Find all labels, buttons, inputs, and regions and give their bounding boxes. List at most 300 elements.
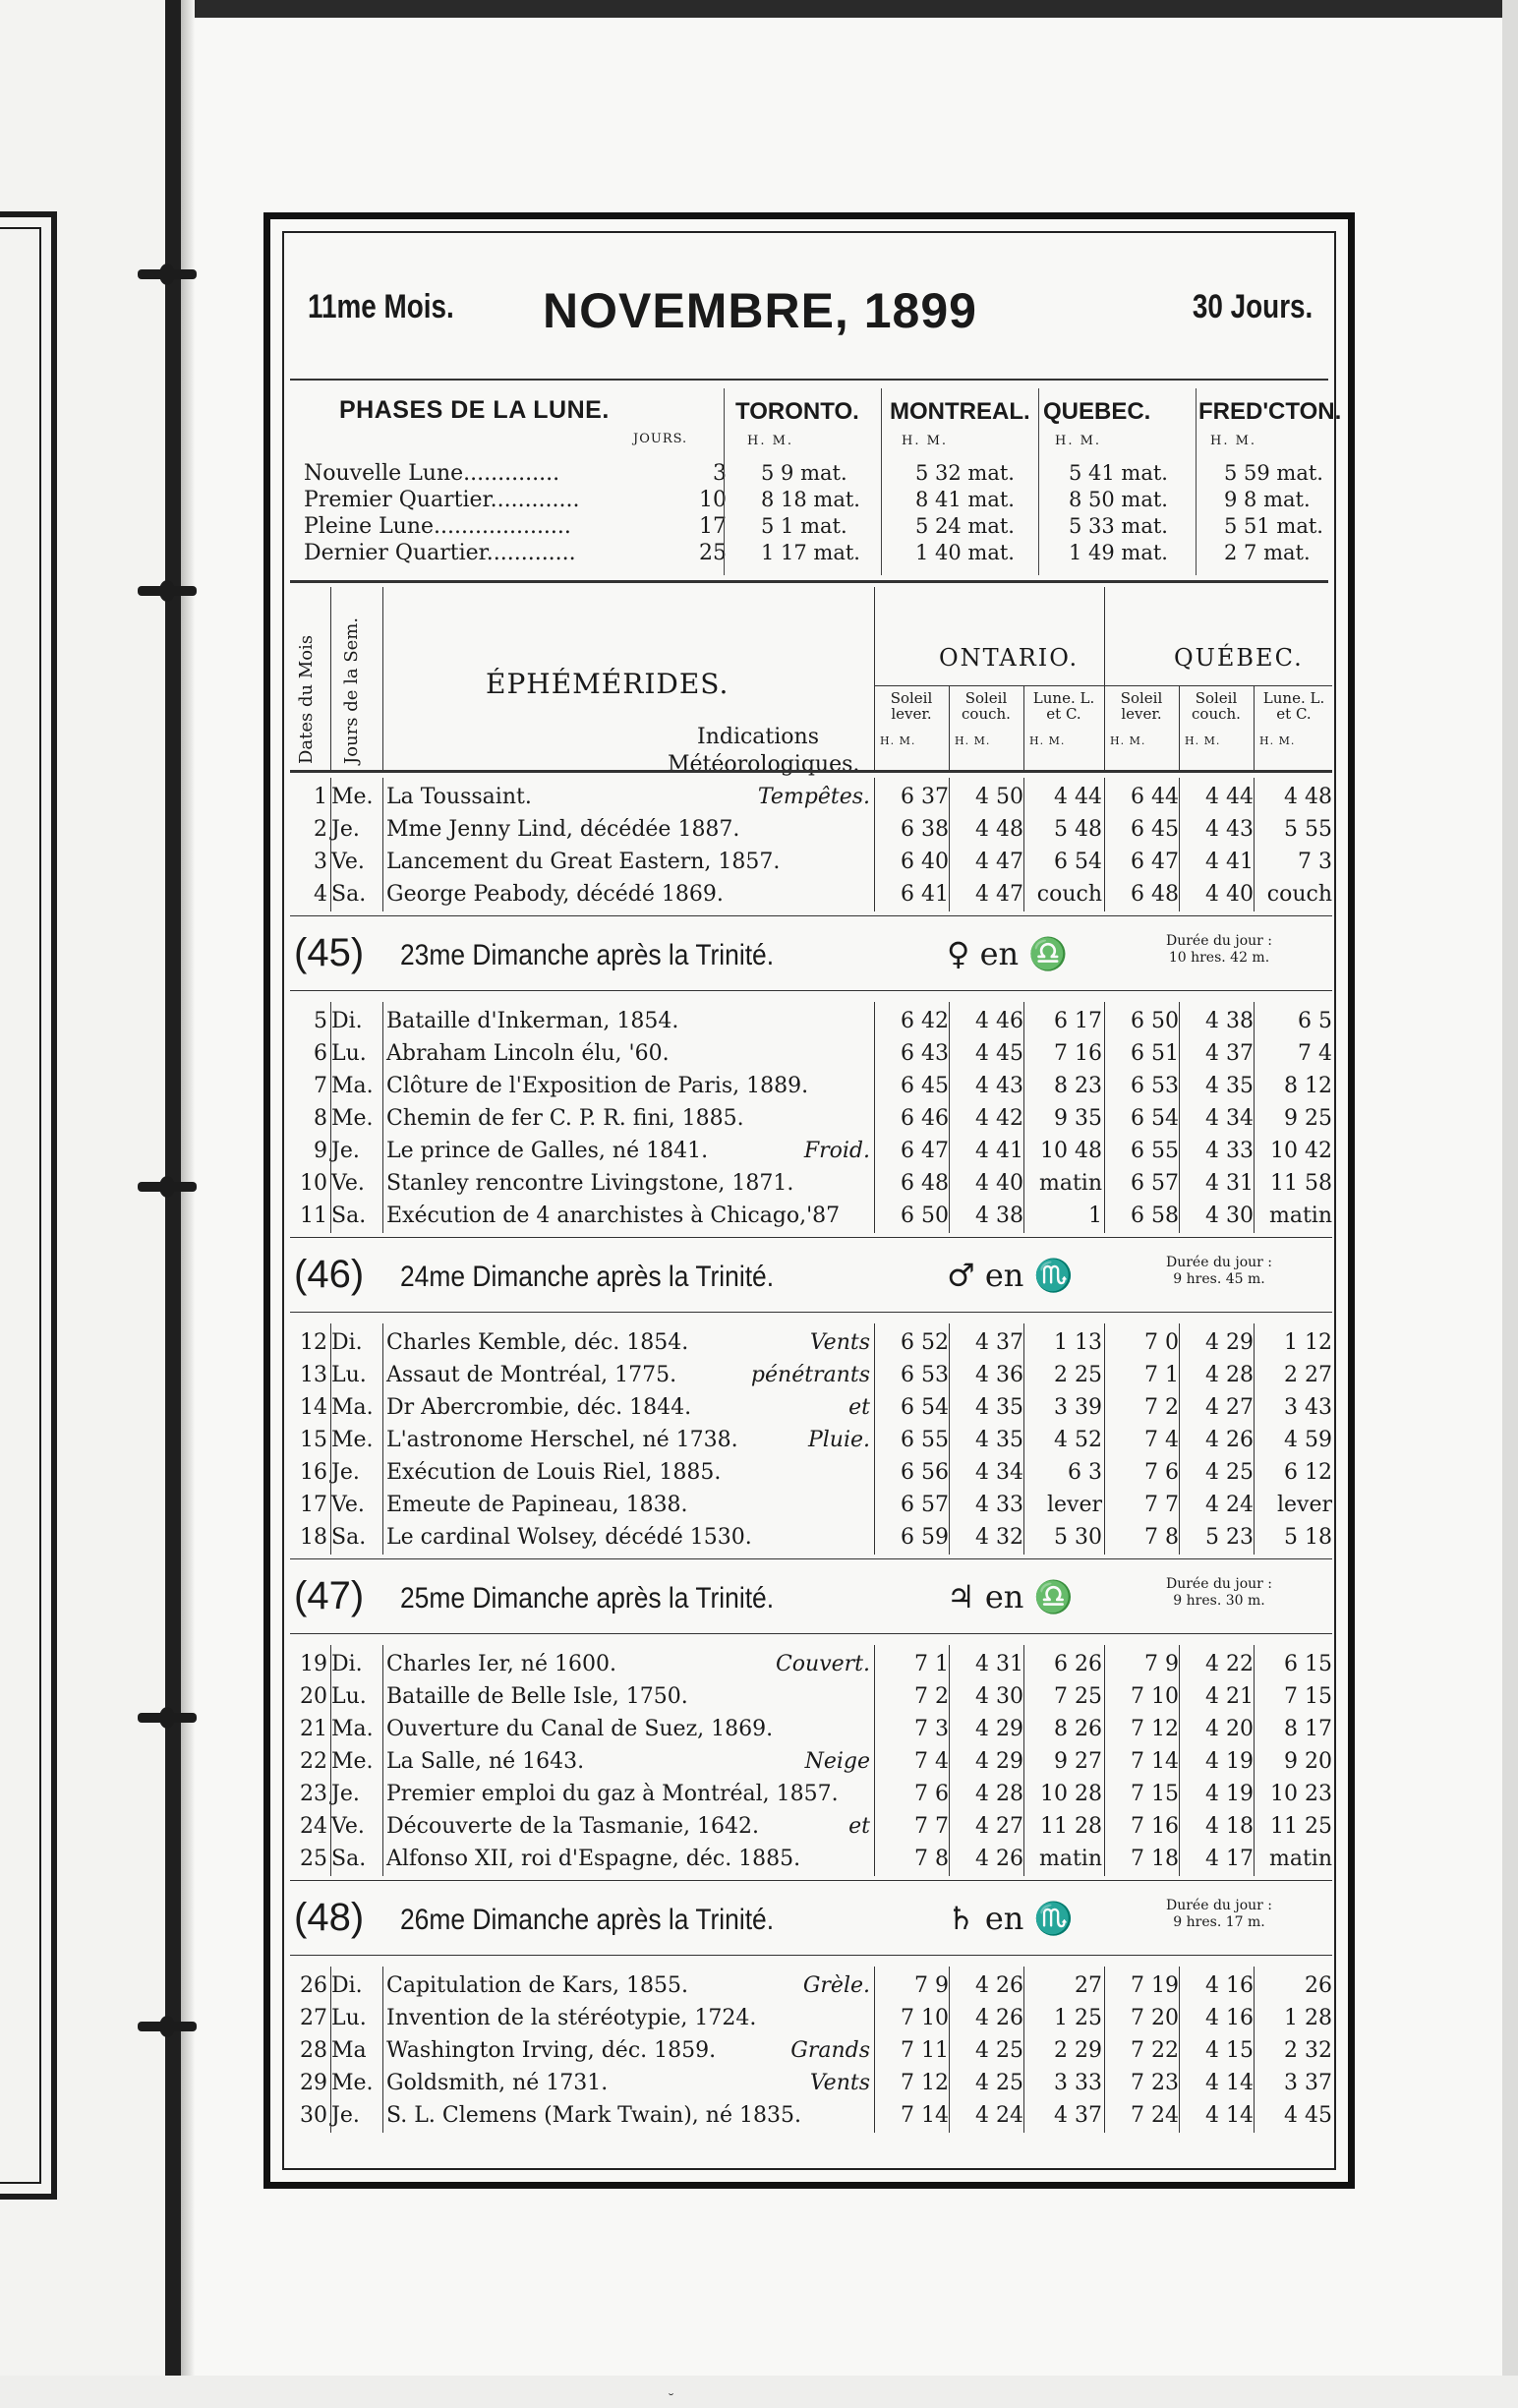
time-value: matin (1268, 1847, 1332, 1871)
table-row (284, 1038, 1334, 1070)
sub-hm: H. M. (1185, 734, 1221, 747)
quebec-heading: QUÉBEC. (1174, 644, 1304, 672)
time-value: 7 4 (1298, 1041, 1332, 1066)
day-of-week: Ma (331, 2038, 367, 2063)
time-value: 4 34 (975, 1460, 1023, 1485)
planet-position: ♃ en ♎ (947, 1578, 1074, 1615)
table-row (284, 1844, 1334, 1875)
col-divider (1023, 778, 1024, 911)
col-divider (949, 1002, 950, 1233)
sub-divider (1023, 685, 1024, 770)
col-divider (1254, 1967, 1255, 2133)
col-divider (874, 1002, 875, 1233)
time-value: 4 43 (975, 1074, 1023, 1098)
time-value: 4 29 (975, 1749, 1023, 1774)
col-jours-label: Jours de la Sem. (341, 617, 362, 764)
time-value: 4 37 (975, 1330, 1023, 1355)
time-value: 4 35 (975, 1395, 1023, 1420)
phase-name: Dernier Quartier............. (304, 541, 576, 565)
time-value: 27 (1075, 1973, 1102, 1998)
time-value: 1 12 (1284, 1330, 1332, 1355)
table-row (284, 1201, 1334, 1232)
day-of-week: Me. (331, 2071, 374, 2095)
time-value: 6 53 (901, 1363, 949, 1387)
phase-time: 5 1 mat. (761, 514, 847, 538)
table-row (284, 1327, 1334, 1359)
col-divider (1104, 1323, 1105, 1555)
day-length-value: 9 hres. 30 m. (1173, 1593, 1265, 1609)
time-value: matin (1268, 1204, 1332, 1228)
binding-stitch (138, 269, 197, 279)
day-of-month: 20 (300, 1684, 327, 1709)
week-number: (45) (294, 931, 365, 974)
ephemeris-text: Alfonso XII, roi d'Espagne, déc. 1885. (386, 1847, 801, 1871)
month-header (284, 233, 1334, 379)
time-value: 6 12 (1284, 1460, 1332, 1485)
weather-indication: Neige (804, 1749, 870, 1774)
phase-time: 5 51 mat. (1224, 514, 1323, 538)
time-value: 6 41 (901, 882, 949, 907)
time-value: 6 59 (901, 1525, 949, 1550)
table-row (284, 1006, 1334, 1037)
day-of-month: 23 (300, 1782, 327, 1806)
col-divider (874, 1967, 875, 2133)
day-of-week: Lu. (331, 1363, 367, 1387)
ephemeris-text: Washington Irving, déc. 1859. (386, 2038, 717, 2063)
time-value: 11 25 (1270, 1814, 1332, 1839)
day-of-week: Ma. (331, 1717, 374, 1741)
phases-divider (1038, 388, 1039, 575)
time-value: 8 12 (1284, 1074, 1332, 1098)
sub-divider (1179, 685, 1180, 770)
table-row (284, 2068, 1334, 2099)
phase-day: 3 (713, 461, 727, 486)
day-length-label: Durée du jour : (1165, 933, 1273, 949)
ephemeris-text: Bataille d'Inkerman, 1854. (386, 1009, 679, 1033)
phase-day: 25 (699, 541, 727, 565)
city-heading: TORONTO. (735, 398, 859, 425)
time-value: 4 37 (1054, 2103, 1102, 2128)
time-value: 7 12 (901, 2071, 949, 2095)
day-of-month: 3 (314, 850, 327, 874)
ontario-heading: ONTARIO. (939, 644, 1080, 672)
time-value: 6 45 (901, 1074, 949, 1098)
col-divider (1104, 1967, 1105, 2133)
phases-divider (881, 388, 882, 575)
hm-label: H. M. (902, 434, 949, 448)
col-divider (949, 1967, 950, 2133)
time-value: 4 19 (1205, 1782, 1254, 1806)
week-rule (290, 1633, 1332, 1634)
day-of-month: 11 (300, 1204, 327, 1228)
day-of-month: 7 (314, 1074, 327, 1098)
phase-time: 5 41 mat. (1069, 461, 1168, 485)
time-value: matin (1038, 1847, 1102, 1871)
day-of-week: Je. (331, 1139, 360, 1163)
time-value: 7 0 (1144, 1330, 1179, 1355)
phase-name: Pleine Lune.................... (304, 514, 571, 539)
col-divider (1179, 1323, 1180, 1555)
time-value: 6 54 (901, 1395, 949, 1420)
col-divider (949, 1323, 950, 1555)
col-divider (382, 1645, 383, 1876)
day-of-week: Ve. (331, 850, 365, 874)
binding-stitch (138, 2022, 197, 2031)
ephemeris-text: Charles Ier, né 1600. (386, 1652, 616, 1676)
table-row (284, 1071, 1334, 1102)
col-divider (874, 1323, 875, 1555)
time-value: 4 20 (1205, 1717, 1254, 1741)
table-row (284, 2035, 1334, 2067)
time-value: 1 13 (1054, 1330, 1102, 1355)
week-number: (48) (294, 1896, 365, 1939)
col-divider (1023, 1967, 1024, 2133)
time-value: 8 26 (1054, 1717, 1102, 1741)
ephemeris-text: Ouverture du Canal de Suez, 1869. (386, 1717, 774, 1741)
day-of-month: 19 (300, 1652, 327, 1676)
col-divider (1023, 1002, 1024, 1233)
time-value: 6 57 (1131, 1171, 1179, 1196)
day-of-month: 5 (314, 1009, 327, 1033)
time-value: 8 23 (1054, 1074, 1102, 1098)
weather-indication: Vents (809, 2071, 870, 2095)
phase-day: 17 (699, 514, 727, 539)
col-divider (330, 1645, 331, 1876)
time-value: 4 44 (1054, 785, 1102, 809)
sub-heading: Soleil lever. (890, 689, 933, 723)
sunday-banner (284, 1880, 1334, 1957)
binding-stitch (138, 1713, 197, 1723)
hm-label: H. M. (747, 434, 794, 448)
day-of-week: Sa. (331, 1847, 367, 1871)
sunday-banner (284, 915, 1334, 992)
time-value: 10 28 (1040, 1782, 1102, 1806)
table-row (284, 2100, 1334, 2132)
time-value: 6 52 (901, 1330, 949, 1355)
phase-time: 1 49 mat. (1069, 541, 1168, 564)
col-divider (1023, 1645, 1024, 1876)
day-of-month: 21 (300, 1717, 327, 1741)
time-value: 6 37 (901, 785, 949, 809)
time-value: 26 (1305, 1973, 1332, 1998)
day-of-month: 16 (300, 1460, 327, 1485)
time-value: 6 38 (901, 817, 949, 842)
hm-label: H. M. (1055, 434, 1102, 448)
day-of-week: Ve. (331, 1493, 365, 1517)
sunday-title: 25me Dimanche après la Trinité. (400, 1582, 775, 1615)
time-value: 4 29 (1205, 1330, 1254, 1355)
sub-divider (1254, 685, 1255, 770)
time-value: 1 (1088, 1204, 1102, 1228)
col-divider (874, 778, 875, 911)
time-value: 4 37 (1205, 1041, 1254, 1066)
time-value: 7 24 (1131, 2103, 1179, 2128)
table-row (284, 1779, 1334, 1810)
time-value: 6 50 (1131, 1009, 1179, 1033)
time-value: 3 39 (1054, 1395, 1102, 1420)
day-of-week: Je. (331, 1460, 360, 1485)
col-divider (1179, 1967, 1180, 2133)
meteo-label: Météorologiques. (668, 752, 860, 777)
time-value: 6 26 (1054, 1652, 1102, 1676)
phase-name: Premier Quartier............. (304, 488, 580, 512)
table-row (284, 1681, 1334, 1713)
time-value: 6 5 (1298, 1009, 1332, 1033)
time-value: 7 4 (914, 1749, 949, 1774)
time-value: 4 47 (975, 882, 1023, 907)
time-value: 7 1 (1144, 1363, 1179, 1387)
week-rule (290, 990, 1332, 991)
time-value: 4 41 (975, 1139, 1023, 1163)
sub-heading: Soleil lever. (1120, 689, 1163, 723)
ephemeris-text: Goldsmith, né 1731. (386, 2071, 609, 2095)
col-divider (874, 1645, 875, 1876)
phase-time: 5 59 mat. (1224, 461, 1323, 485)
weather-indication: et (848, 1395, 870, 1420)
ephemeris-text: Mme Jenny Lind, décédée 1887. (386, 817, 740, 842)
time-value: 6 56 (901, 1460, 949, 1485)
time-value: 4 31 (1205, 1171, 1254, 1196)
day-of-month: 25 (300, 1847, 327, 1871)
calendar-inner (282, 231, 1342, 2408)
time-value: 9 27 (1054, 1749, 1102, 1774)
col-divider (382, 1323, 383, 1555)
weather-indication: Froid. (803, 1139, 870, 1163)
planet-position: ♂ en ♏ (947, 1257, 1074, 1294)
day-of-week: Me. (331, 1106, 374, 1131)
time-value: 4 26 (1205, 1428, 1254, 1452)
day-of-month: 22 (300, 1749, 327, 1774)
binding-stitch (138, 1182, 197, 1192)
right-page-edge (1502, 0, 1518, 2376)
ephemeris-text: Découverte de la Tasmanie, 1642. (386, 1814, 759, 1839)
col-divider (1254, 1645, 1255, 1876)
week-number: (46) (294, 1253, 365, 1296)
time-value: 7 25 (1054, 1684, 1102, 1709)
day-length-value: 9 hres. 17 m. (1173, 1914, 1265, 1930)
calendar-frame (263, 212, 1355, 2408)
col-divider (1104, 778, 1105, 911)
time-value: 4 42 (975, 1106, 1023, 1131)
time-value: 4 44 (1205, 785, 1254, 809)
ephemeris-text: Dr Abercrombie, déc. 1844. (386, 1395, 692, 1420)
time-value: 7 9 (914, 1973, 949, 1998)
col-divider (382, 778, 383, 911)
day-of-month: 14 (300, 1395, 327, 1420)
table-row (284, 1522, 1334, 1554)
ephemeris-text: Exécution de Louis Riel, 1885. (386, 1460, 722, 1485)
phase-time: 8 41 mat. (915, 488, 1015, 511)
col-divider (1254, 778, 1255, 911)
time-value: 8 17 (1284, 1717, 1332, 1741)
weather-indication: Tempêtes. (757, 785, 870, 809)
phase-time: 5 24 mat. (915, 514, 1015, 538)
time-value: 10 42 (1270, 1139, 1332, 1163)
col-dates-label: Dates du Mois (296, 634, 317, 764)
indications-label: Indications (697, 725, 819, 749)
day-of-month: 2 (314, 817, 327, 842)
time-value: 7 20 (1131, 2006, 1179, 2030)
time-value: 7 14 (901, 2103, 949, 2128)
sub-hm: H. M. (955, 734, 991, 747)
time-value: 4 25 (975, 2038, 1023, 2063)
time-value: 9 35 (1054, 1106, 1102, 1131)
binding-stitch (138, 586, 197, 596)
time-value: 4 28 (975, 1782, 1023, 1806)
time-value: 7 16 (1054, 1041, 1102, 1066)
sub-heading: Soleil couch. (1192, 689, 1241, 723)
ephemeris-text: Charles Kemble, déc. 1854. (386, 1330, 689, 1355)
time-value: 6 17 (1054, 1009, 1102, 1033)
time-value: matin (1038, 1171, 1102, 1196)
sunday-banner (284, 1558, 1334, 1635)
city-heading: MONTREAL. (890, 398, 1030, 425)
month-days: 30 Jours. (1192, 288, 1313, 325)
day-of-week: Di. (331, 1973, 363, 1998)
time-value: 4 50 (975, 785, 1023, 809)
phase-time: 5 33 mat. (1069, 514, 1168, 538)
time-value: 6 15 (1284, 1652, 1332, 1676)
sunday-title: 23me Dimanche après la Trinité. (400, 939, 775, 971)
phase-name: Nouvelle Lune.............. (304, 461, 560, 486)
time-value: 4 33 (975, 1493, 1023, 1517)
time-value: 4 15 (1205, 2038, 1254, 2063)
ephemeris-text: Clôture de l'Exposition de Paris, 1889. (386, 1074, 809, 1098)
weather-indication: Couvert. (775, 1652, 870, 1676)
time-value: 4 48 (975, 817, 1023, 842)
time-value: 6 47 (901, 1139, 949, 1163)
time-value: 6 54 (1131, 1106, 1179, 1131)
day-of-month: 27 (300, 2006, 327, 2030)
time-value: 4 27 (975, 1814, 1023, 1839)
phases-title: PHASES DE LA LUNE. (339, 396, 610, 424)
time-value: 4 14 (1205, 2103, 1254, 2128)
day-of-week: Je. (331, 1782, 360, 1806)
time-value: 7 15 (1131, 1782, 1179, 1806)
head-divider (382, 587, 383, 770)
ephemeris-text: Invention de la stéréotypie, 1724. (386, 2006, 757, 2030)
ephemeris-text: Emeute de Papineau, 1838. (386, 1493, 688, 1517)
book-top-edge (181, 0, 1518, 18)
day-of-month: 6 (314, 1041, 327, 1066)
day-length-value: 9 hres. 45 m. (1173, 1271, 1265, 1287)
ephemeris-text: La Salle, né 1643. (386, 1749, 585, 1774)
day-of-month: 9 (314, 1139, 327, 1163)
hm-label: H. M. (1210, 434, 1257, 448)
ephemeris-text: Bataille de Belle Isle, 1750. (386, 1684, 688, 1709)
time-value: 1 28 (1284, 2006, 1332, 2030)
day-length (1145, 1898, 1293, 1931)
phase-time: 8 18 mat. (761, 488, 860, 511)
head-bottom-rule (290, 770, 1332, 773)
phase-time: 8 50 mat. (1069, 488, 1168, 511)
phase-time: 2 7 mat. (1224, 541, 1311, 564)
time-value: 6 45 (1131, 817, 1179, 842)
month-number: 11me Mois. (308, 288, 454, 325)
table-row (284, 879, 1334, 910)
sub-heading: Lune. L. et C. (1262, 689, 1325, 723)
week-rule (290, 1312, 1332, 1313)
day-length (1145, 1576, 1293, 1610)
time-value: 7 8 (1144, 1525, 1179, 1550)
time-value: 7 16 (1131, 1814, 1179, 1839)
day-of-month: 17 (300, 1493, 327, 1517)
day-of-week: Di. (331, 1330, 363, 1355)
col-divider (382, 1002, 383, 1233)
time-value: 7 9 (1144, 1652, 1179, 1676)
time-value: 5 23 (1205, 1525, 1254, 1550)
table-row (284, 1714, 1334, 1745)
time-value: 6 48 (901, 1171, 949, 1196)
time-value: 7 18 (1131, 1847, 1179, 1871)
time-value: 4 31 (975, 1652, 1023, 1676)
time-value: 4 38 (975, 1204, 1023, 1228)
time-value: 4 24 (975, 2103, 1023, 2128)
day-of-month: 26 (300, 1973, 327, 1998)
day-of-week: Di. (331, 1009, 363, 1033)
time-value: 1 25 (1054, 2006, 1102, 2030)
time-value: 7 10 (901, 2006, 949, 2030)
time-value: 2 32 (1284, 2038, 1332, 2063)
time-value: 5 30 (1054, 1525, 1102, 1550)
time-value: 7 19 (1131, 1973, 1179, 1998)
ephemeris-text: La Toussaint. (386, 785, 532, 809)
ephemeris-text: George Peabody, décédé 1869. (386, 882, 724, 907)
time-value: 4 21 (1205, 1684, 1254, 1709)
time-value: 4 16 (1205, 2006, 1254, 2030)
phase-time: 1 17 mat. (761, 541, 860, 564)
time-value: 4 48 (1284, 785, 1332, 809)
col-divider (330, 778, 331, 911)
time-value: 6 55 (1131, 1139, 1179, 1163)
ephemeris-text: Assaut de Montréal, 1775. (386, 1363, 677, 1387)
phases-divider (724, 388, 725, 575)
time-value: 6 53 (1131, 1074, 1179, 1098)
time-value: 4 32 (975, 1525, 1023, 1550)
time-value: 6 50 (901, 1204, 949, 1228)
sub-hm: H. M. (880, 734, 916, 747)
phase-time: 5 32 mat. (915, 461, 1015, 485)
time-value: 4 36 (975, 1363, 1023, 1387)
table-row (284, 1811, 1334, 1843)
time-value: 4 22 (1205, 1652, 1254, 1676)
day-of-week: Je. (331, 817, 360, 842)
time-value: lever (1046, 1493, 1102, 1517)
table-row (284, 1490, 1334, 1521)
sub-hm: H. M. (1029, 734, 1066, 747)
day-of-week: Ma. (331, 1074, 374, 1098)
time-value: 7 6 (914, 1782, 949, 1806)
time-value: 4 26 (975, 1973, 1023, 1998)
phase-time: 9 8 mat. (1224, 488, 1311, 511)
time-value: 5 18 (1284, 1525, 1332, 1550)
col-divider (1254, 1323, 1255, 1555)
day-length-label: Durée du jour : (1165, 1898, 1273, 1913)
time-value: 10 48 (1040, 1139, 1102, 1163)
time-value: 9 25 (1284, 1106, 1332, 1131)
weather-indication: Pluie. (807, 1428, 870, 1452)
time-value: 2 25 (1054, 1363, 1102, 1387)
day-of-week: Sa. (331, 1525, 367, 1550)
table-row (284, 847, 1334, 878)
ephemeris-text: Abraham Lincoln élu, '60. (386, 1041, 670, 1066)
time-value: 7 22 (1131, 2038, 1179, 2063)
weather-indication: et (848, 1814, 870, 1839)
phases-rule (290, 580, 1328, 583)
moon-phases-table (284, 379, 1342, 580)
table-row (284, 1168, 1334, 1200)
sub-hm: H. M. (1110, 734, 1146, 747)
